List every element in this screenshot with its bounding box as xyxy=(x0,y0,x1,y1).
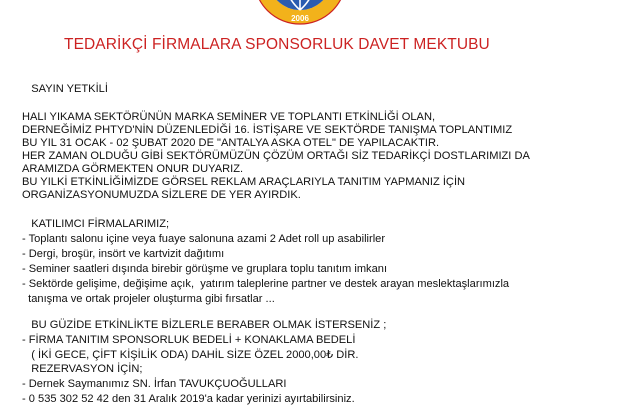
sponsorship-price: ( İKİ GECE, ÇİFT KİŞİLİK ODA) DAHİL SİZE ÖZEL 2000,00₺ DİR. xyxy=(22,349,359,361)
benefit-list-item: - Seminer saatleri dışında birebir görüşme ve gruplara toplu tanıtım imkanı xyxy=(22,263,388,275)
section-heading-participants: KATILIMCI FİRMALARIMIZ; xyxy=(22,218,170,230)
reservation-heading: REZERVASYON İÇİN; xyxy=(22,363,143,375)
benefit-list-item: - Toplantı salonu içine veya fuaye salonuna azami 2 Adet roll up asabilirler xyxy=(22,233,386,245)
body-line: BU YILKİ ETKİNLİĞİMİZDE GÖRSEL REKLAM ARAÇLARIYLA TANITIM YAPMANIZ İÇİN xyxy=(22,176,466,188)
body-line: ARAMIZDA GÖRMEKTEN ONUR DUYARIZ. xyxy=(22,163,244,175)
section-heading-sponsorship: BU GÜZİDE ETKİNLİKTE BİZLERLE BERABER OLMAK İSTERSENİZ ; xyxy=(22,319,387,331)
body-line: BU YIL 31 OCAK - 02 ŞUBAT 2020 DE "ANTALYA ASKA OTEL" DE YAPILACAKTIR. xyxy=(22,137,440,149)
benefit-list-item-continued: tanışma ve ortak projeler oluşturma gibi fırsatlar ... xyxy=(22,293,275,305)
benefit-list-item: - Dergi, broşür, insört ve kartvizit dağıtımı xyxy=(22,248,225,260)
body-line: HER ZAMAN OLDUĞU GİBİ SEKTÖRÜMÜZÜN ÇÖZÜM ORTAĞI SİZ TEDARİKÇİ DOSTLARIMIZI DA xyxy=(22,150,530,162)
body-line: ORGANİZASYONUMUZDA SİZLERE DE YER AYIRDIK. xyxy=(22,189,301,201)
logo-year: 2006 xyxy=(291,14,309,23)
sponsorship-detail: - FİRMA TANITIM SPONSORLUK BEDELİ + KONAKLAMA BEDELİ xyxy=(22,334,356,346)
contact-phone: - 0 535 302 52 42 den 31 Aralık 2019'a kadar yerinizi ayırtabilirsiniz. xyxy=(22,393,355,405)
contact-person: - Dernek Saymanımız SN. İrfan TAVUKÇUOĞULLARI xyxy=(22,378,287,390)
association-logo xyxy=(250,0,350,28)
letter-title: TEDARİKÇİ FİRMALARA SPONSORLUK DAVET MEKTUBU xyxy=(64,36,490,53)
body-line: DERNEĞİMİZ PHTYD'NİN DÜZENLEDİĞİ 16. İSTİŞARE VE SEKTÖRDE TANIŞMA TOPLANTIMIZ xyxy=(22,124,513,136)
body-line: HALI YIKAMA SEKTÖRÜNÜN MARKA SEMİNER VE TOPLANTI ETKİNLİĞİ OLAN, xyxy=(22,111,436,123)
benefit-list-item: - Sektörde gelişime, değişime açık, yatırım taleplerine partner ve destek arayan meslektaşlarımızla xyxy=(22,278,510,290)
greeting-line: SAYIN YETKİLİ xyxy=(22,83,108,95)
